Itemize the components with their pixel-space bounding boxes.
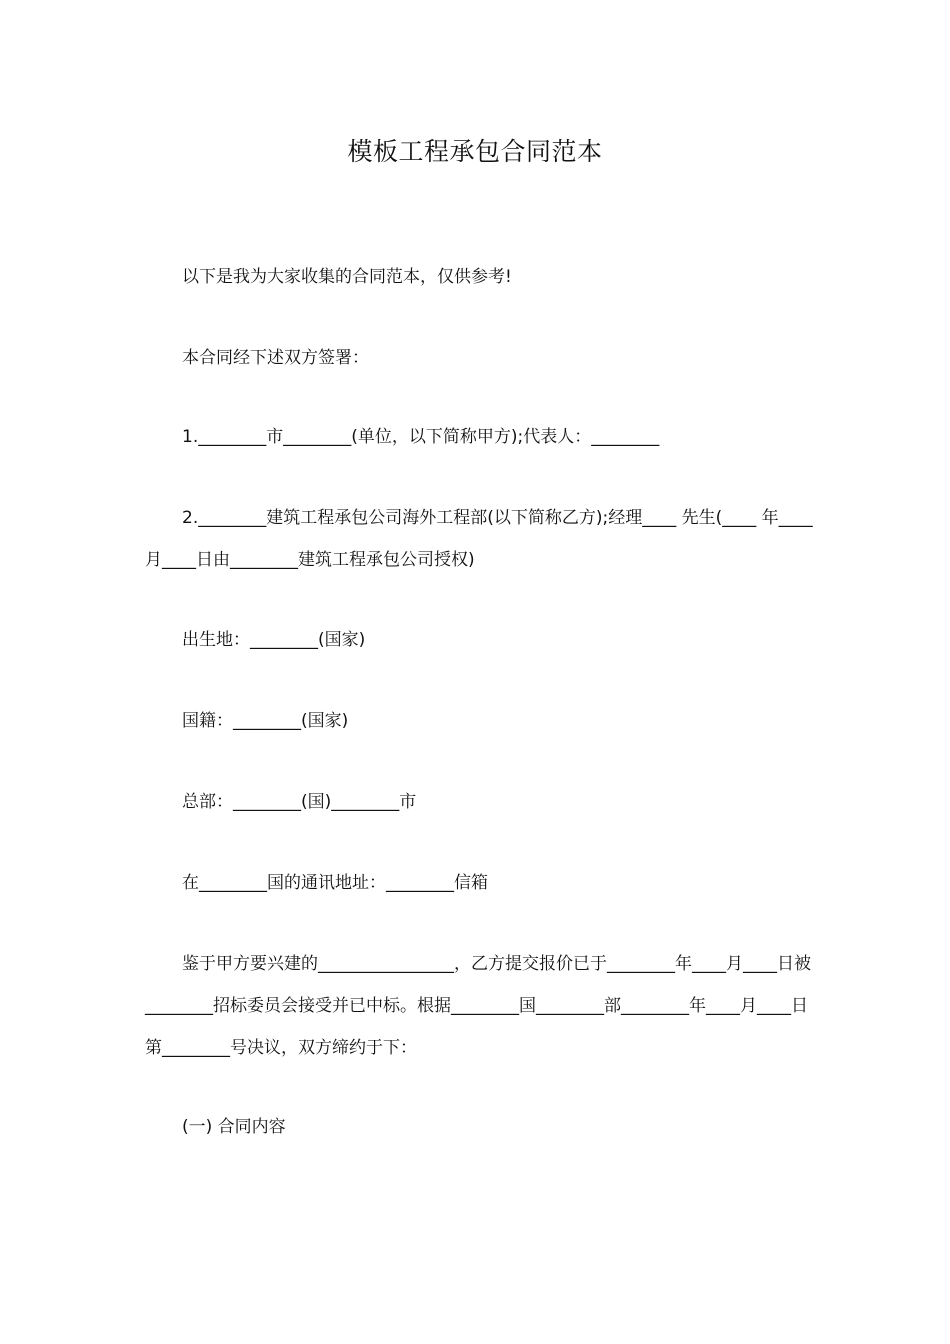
paragraph-birthplace: 出生地：________(国家) — [182, 630, 366, 650]
paragraph-headquarters: 总部：________(国)________市 — [182, 792, 417, 812]
paragraph-party-a: 1.________市________(单位，以下简称甲方);代表人：________ — [182, 427, 660, 447]
paragraph-nationality: 国籍：________(国家) — [182, 711, 349, 731]
paragraph-intro: 以下是我为大家收集的合同范本，仅供参考! — [182, 267, 512, 287]
paragraph-signing: 本合同经下述双方签署： — [182, 348, 369, 368]
paragraph-whereas: 鉴于甲方要兴建的________________，乙方提交报价已于________年____月____日被________招标委员会接受并已中标。根据________国________部________年____月____日第________号决议，双方缔约于下： — [145, 954, 811, 1058]
paragraph-address: 在________国的通讯地址：________信箱 — [182, 873, 488, 893]
section-heading-contract-content: (一) 合同内容 — [182, 1117, 286, 1137]
paragraph-party-b: 2.________建筑工程承包公司海外工程部(以下简称乙方);经理____ 先生(____ 年____月____日由________建筑工程承包公司授权) — [145, 508, 813, 570]
document-title: 模板工程承包合同范本 — [347, 137, 603, 166]
